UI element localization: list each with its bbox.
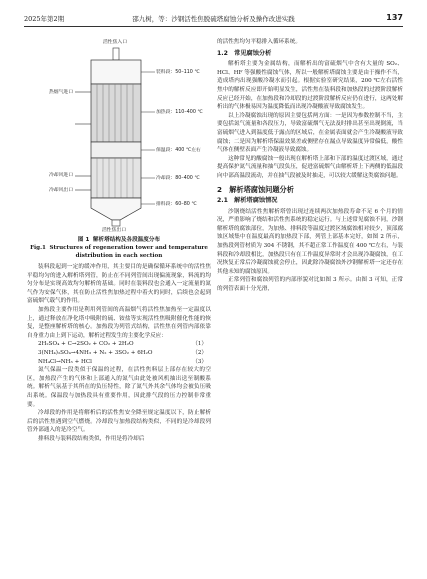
- equation-3-number: （3）: [192, 358, 207, 365]
- cooling-section-label: 冷却段：80–400 ℃: [156, 176, 200, 181]
- article-running-title: 邵九树，等：沙钢活性焦脱硫塔腐蚀分析及操作改进实践: [132, 15, 295, 23]
- section-1-2-heading: 1.2 常见腐蚀分析: [217, 49, 272, 57]
- equation-2-body: 3(NH₄)₂SO₄→4NH₃ + N₂ + 3SO₂ + 6H₂O: [38, 349, 153, 356]
- paragraph-heating: 加热段主要作用是利用列管间的高温烟气将活性焦加热至一定温度以上，通过释放在净化塔中吸附的硫、铵盐等实现活性焦吸附催化性能的恢复，是整座解析塔的核心。加热段为列管式结构，活性焦在列管内部依靠自身重力由上到下运动，解析过程发生的主要化学反应：: [27, 306, 211, 339]
- paragraph-corrosion-mitigation: 这种常见的酸腐蚀一般出现在解析塔上部和下部的温度过渡区域，通过提高保护氮气流量和抽气段负压，促进富硫烟气由解析塔上下两侧的低温段向中部高温段流动，并在抽气段被及时抽走，可以较大缓解这类腐蚀问题。: [217, 155, 403, 179]
- equation-1-number: （1）: [192, 341, 207, 348]
- paragraph-feeding: 装料段起到一定的缓冲作用，其主要目的是确保循环系统中的活性焦平稳均匀的进入解析塔列管，防止在不同列管间出现偏流现象，料流的均匀分布是实现高效均匀解析的基础。同时在装料段也会通入一定流量的氮气作为安保气体，其在防止活性焦加热过程中着火的同时，后续也会起到富硫烟气载气的作用。: [27, 264, 211, 305]
- paragraph-holding: 氮气保温一段类似于保温的过程，在活性焦料层上部存在较大的空区，加热段产生的气体和上部通入的氮气由此处被风机抽出送至制酸系统。解析气氛基于其所在的负压特性，除了氮气外其余气体均会被负压吸出系统。保温段与加热段具有重要作用，因此排气段的压力控制非常重要。: [27, 367, 211, 408]
- heating-section-label: 加热段：110–400 ℃: [156, 110, 203, 115]
- discharge-section-label: 排料段：60–80 ℃: [156, 202, 197, 207]
- paragraph-tube-morphology: 正常列管和腐蚀列管的内部形貌对比如图 3 所示。由图 3 可知，正常的列管表面十分光滑，: [217, 277, 403, 293]
- paragraph-continued: 的活性焦均匀平稳排入循环系统。: [217, 39, 301, 45]
- equation-1: [27, 340, 211, 349]
- hot-gas-inlet-label: 热烟气进口: [49, 90, 73, 95]
- caption-cn-number: 图 1: [77, 237, 90, 243]
- equation-2-number: （2）: [192, 349, 207, 356]
- holding-section-label: 保温段：400 ℃左右: [156, 148, 201, 153]
- equation-3-body: NH₄Cl→NH₃ + HCl: [38, 358, 92, 365]
- feeding-section-label: 装料段：50–110 ℃: [156, 70, 200, 75]
- figure-1: [27, 38, 211, 234]
- running-header: [24, 14, 403, 27]
- section-2-1-heading: 2.1 解析塔腐蚀情况: [217, 197, 278, 205]
- paragraph-shagang-corrosion: 沙钢烧结活性焦解析塔曾出现过连续两次加热段寿命不足 6 个月的情况，严重影响了烧结和活性焦系统的稳定运行。与上述常见腐蚀不同，沙钢解析塔的腐蚀部位，为加热、排料段等温度过渡区域腐蚀相对较少，顶部腐蚀区域集中在温度最高的加热段下部，列管上部基本完好，如图 2 所示，加热段列管材质为 304 不锈钢，其不超正常工作温度在 400 ℃左右，与装料段和冷却段相比，加热段只有在工作温度异常时才会出现冷凝腐蚀，在工况恢复正常后冷凝腐蚀就会停止，因此除冷凝腐蚀外沙钢解析塔一定还存在其他未知的腐蚀原因。: [217, 208, 403, 275]
- coke-outlet-label: 活性焦出口: [102, 228, 126, 233]
- equation-3: [27, 358, 211, 367]
- caption-en-line1: Structures of regeneration tower and temperature: [49, 245, 208, 251]
- page-number: 137: [386, 13, 403, 22]
- section-2-heading: 2 解析塔腐蚀问题分析: [217, 184, 294, 194]
- caption-cn-text: 解析塔结构及各段温度分布: [92, 237, 161, 243]
- caption-en-number: Fig.1: [30, 245, 46, 251]
- paragraph-corrosion-overview: 解析塔主要为金属结构，而解析出的富硫烟气中含有大量的 SO₂、HCl、HF 等强酸性腐蚀气体，所以一般解析塔腐蚀主要是由于操作不当，造成塔内出现强酸冷凝水而引起。根据实验室研究结果，200 ℃左右活性焦中的解析反应即开始明显发生，活性焦在装料段和加热段的过渡阶段解析反应已经开始，在加热段和冷却段的过渡阶段解析反应仍在进行，这两处解析出的气体极易因为温度降低而出现冷凝酸液导致腐蚀发生。: [217, 61, 403, 111]
- equation-2: [27, 349, 211, 358]
- right-column: [217, 38, 403, 294]
- coke-inlet-label: 活性焦入口: [103, 40, 127, 45]
- paragraph-corrosion-causes: 以上冷凝腐蚀出现的原因主要包括两方面：一是因为参数控制不当，主要包括氮气流量和各段压力，导致富硫烟气无法及时排出甚至出现倒流，当富硫烟气进入到温度低于露点的区域后，在金属表面就会产生冷凝酸液导致腐蚀；二是因为解析塔保温效果差或侧壁存在漏点导致温度异常偏低，酸性气体在侧壁表面产生冷凝液导致腐蚀。: [217, 112, 403, 154]
- cooling-air-outlet-label: 冷却风出口: [49, 188, 73, 193]
- paragraph-cooling: 冷却段的作用是将解析后的活性焦安全降至规定温度以下，防止解析后的活性焦遇到空气燃烧。冷却段与加热段结构类似，不同的是冷却段列管外部通入的是冷空气。: [27, 410, 211, 434]
- caption-en-line2: distribution in each section: [75, 253, 163, 259]
- equation-1-body: 2H₂SO₄ + C→2SO₂ + CO₂ + 2H₂O: [38, 341, 134, 348]
- journal-issue: 2025年第2期: [24, 15, 65, 23]
- cooling-air-inlet-label: 冷却风进口: [49, 173, 73, 178]
- paragraph-discharge: 排料段与装料段结构类似，作用是将冷却后: [38, 435, 145, 442]
- figure-caption: [27, 236, 211, 260]
- left-column: [27, 38, 211, 443]
